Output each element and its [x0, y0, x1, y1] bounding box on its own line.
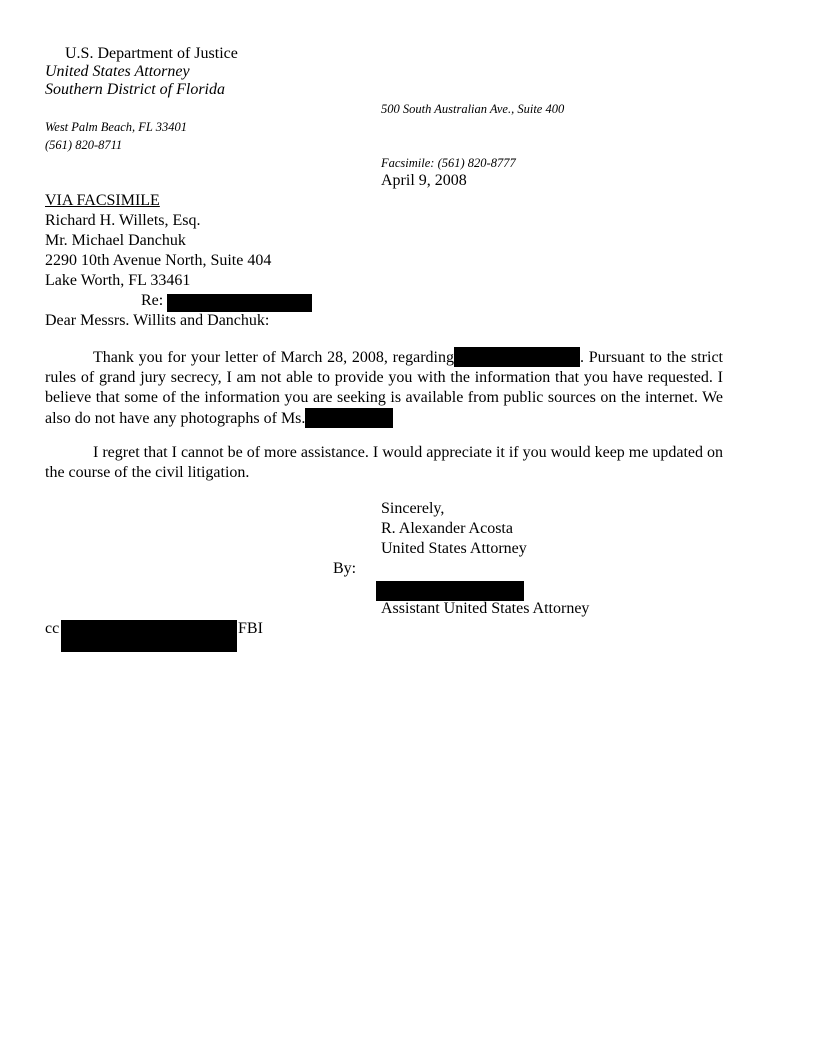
- redaction-box-signature: [376, 581, 524, 601]
- closing-sincerely: Sincerely,: [381, 500, 445, 517]
- office-fax: Facsimile: (561) 820-8777: [381, 156, 516, 170]
- body-paragraph-2: [45, 443, 723, 483]
- redaction-box-re: [167, 294, 312, 312]
- assistant-title: Assistant United States Attorney: [381, 600, 590, 617]
- re-label: Re:: [141, 292, 164, 309]
- redaction-box-cc: [61, 620, 237, 652]
- office-city: West Palm Beach, FL 33401: [45, 120, 188, 134]
- signatory-name: R. Alexander Acosta: [381, 520, 513, 537]
- recipient-line-2: Mr. Michael Danchuk: [45, 232, 186, 249]
- recipient-line-4: Lake Worth, FL 33461: [45, 272, 191, 289]
- body-paragraph-1: [45, 347, 723, 429]
- salutation: Dear Messrs. Willits and Danchuk:: [45, 312, 270, 329]
- paragraph-1-text-b: . Pursuant to the strict rules of grand jury secrecy, I am not able to provide you with the information that you have requested. I believe that some of the information you are seeking is available from public sources on the internet. We also do not have any photographs of Ms.: [45, 349, 723, 427]
- recipient-line-3: 2290 10th Avenue North, Suite 404: [45, 252, 272, 269]
- redaction-box-subject: [454, 347, 580, 367]
- office-phone: (561) 820-8711: [45, 138, 123, 152]
- paragraph-1-text-a: Thank you for your letter of March 28, 2008, regarding: [93, 349, 454, 366]
- cc-label: cc: [45, 620, 60, 637]
- recipient-line-1: Richard H. Willets, Esq.: [45, 212, 201, 229]
- department-name: U.S. Department of Justice: [65, 45, 238, 62]
- by-label: By:: [333, 560, 357, 577]
- signatory-title: United States Attorney: [381, 540, 527, 557]
- paragraph-2-text: I regret that I cannot be of more assistance. I would appreciate it if you would keep me updated on the course of the civil litigation.: [45, 444, 723, 481]
- redaction-box-name: [305, 408, 393, 428]
- letter-date: April 9, 2008: [381, 172, 467, 189]
- delivery-method: VIA FACSIMILE: [45, 192, 160, 209]
- office-address: 500 South Australian Ave., Suite 400: [381, 102, 565, 116]
- district-name: Southern District of Florida: [45, 81, 225, 98]
- office-name: United States Attorney: [45, 63, 190, 80]
- cc-suffix: FBI: [238, 620, 263, 637]
